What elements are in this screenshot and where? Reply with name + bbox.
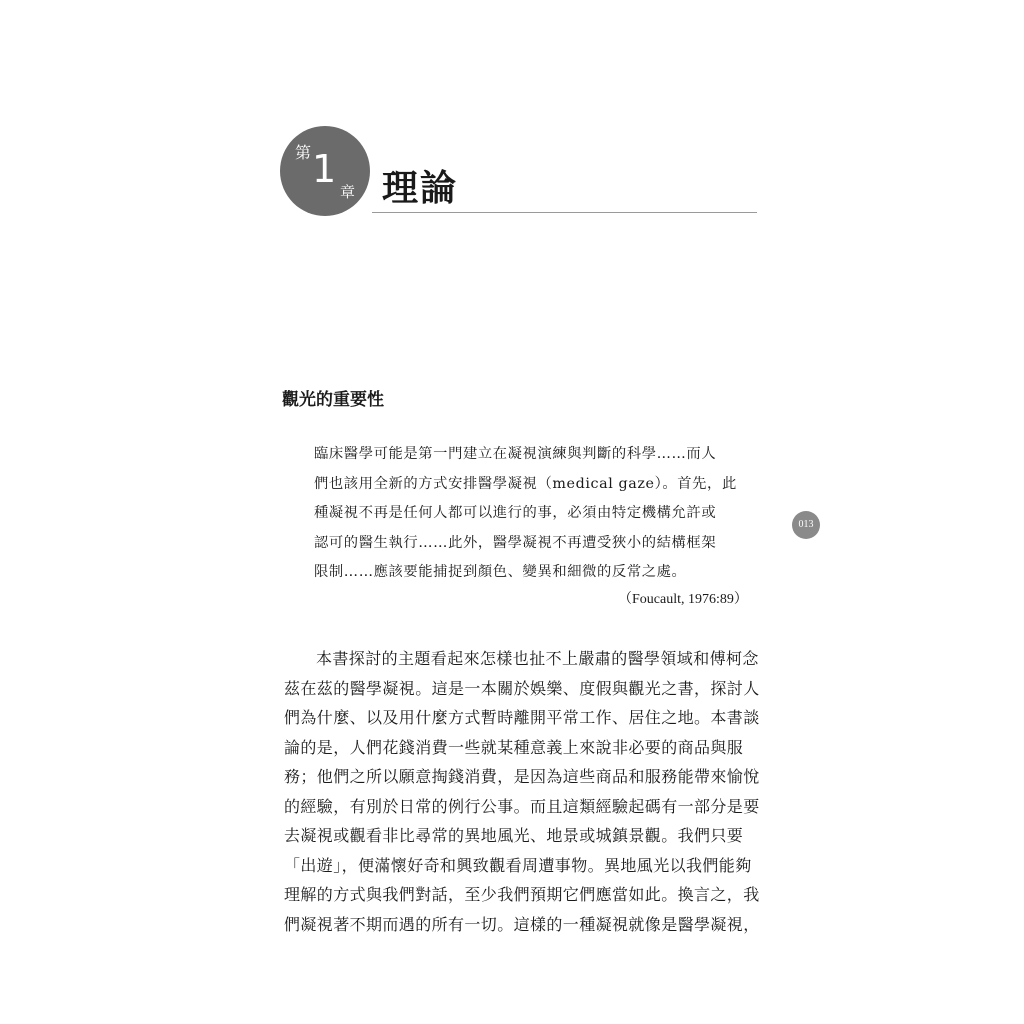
chapter-title: 理論	[382, 167, 459, 209]
body-paragraph	[284, 644, 760, 939]
body-line: 本書探討的主題看起來怎樣也扯不上嚴肅的醫學領域和傅柯念	[316, 649, 759, 668]
body-line: 務；他們之所以願意掏錢消費，是因為這些商品和服務能帶來愉悅	[284, 767, 760, 786]
body-line: 茲在茲的醫學凝視。這是一本關於娛樂、度假與觀光之書，探討人	[284, 678, 760, 698]
page-number: 013	[792, 511, 820, 539]
body-line: 論的是，人們花錢消費一些就某種意義上來說非必要的商品與服	[284, 737, 744, 757]
section-heading: 觀光的重要性	[282, 390, 384, 410]
quote-line: 認可的醫生執行……此外，醫學凝視不再遭受狹小的結構框架	[314, 534, 717, 551]
block-quote	[314, 440, 762, 588]
quote-line: 臨床醫學可能是第一門建立在凝視演練與判斷的科學……而人	[314, 446, 717, 462]
body-line: 「出遊」，便滿懷好奇和興致觀看周遭事物。異地風光以我們能夠	[284, 855, 752, 875]
body-line: 的經驗，有別於日常的例行公事。而且這類經驗起碼有一部分是要	[284, 796, 760, 816]
chapter-suffix: 章	[340, 183, 356, 201]
body-line: 們凝視著不期而遇的所有一切。這樣的一種凝視就像是醫學凝視，	[284, 914, 760, 934]
quote-line: 限制……應該要能捕捉到顏色、變異和細微的反常之處。	[314, 564, 687, 580]
body-line: 去凝視或觀看非比尋常的異地風光、地景或城鎮景觀。我們只要	[284, 826, 744, 845]
quote-line: 們也該用全新的方式安排醫學凝視（medical gaze）。首先，此	[314, 475, 737, 492]
body-line: 理解的方式與我們對話，至少我們預期它們應當如此。換言之，我	[284, 885, 760, 904]
body-line: 們為什麼、以及用什麼方式暫時離開平常工作、居住之地。本書談	[284, 708, 760, 727]
chapter-prefix: 第	[295, 143, 312, 162]
chapter-number: 1	[312, 147, 337, 191]
quote-citation: （Foucault, 1976:89）	[618, 592, 748, 607]
title-rule	[372, 212, 757, 213]
quote-line: 種凝視不再是任何人都可以進行的事，必須由特定機構允許或	[314, 505, 717, 521]
chapter-badge	[280, 126, 370, 216]
